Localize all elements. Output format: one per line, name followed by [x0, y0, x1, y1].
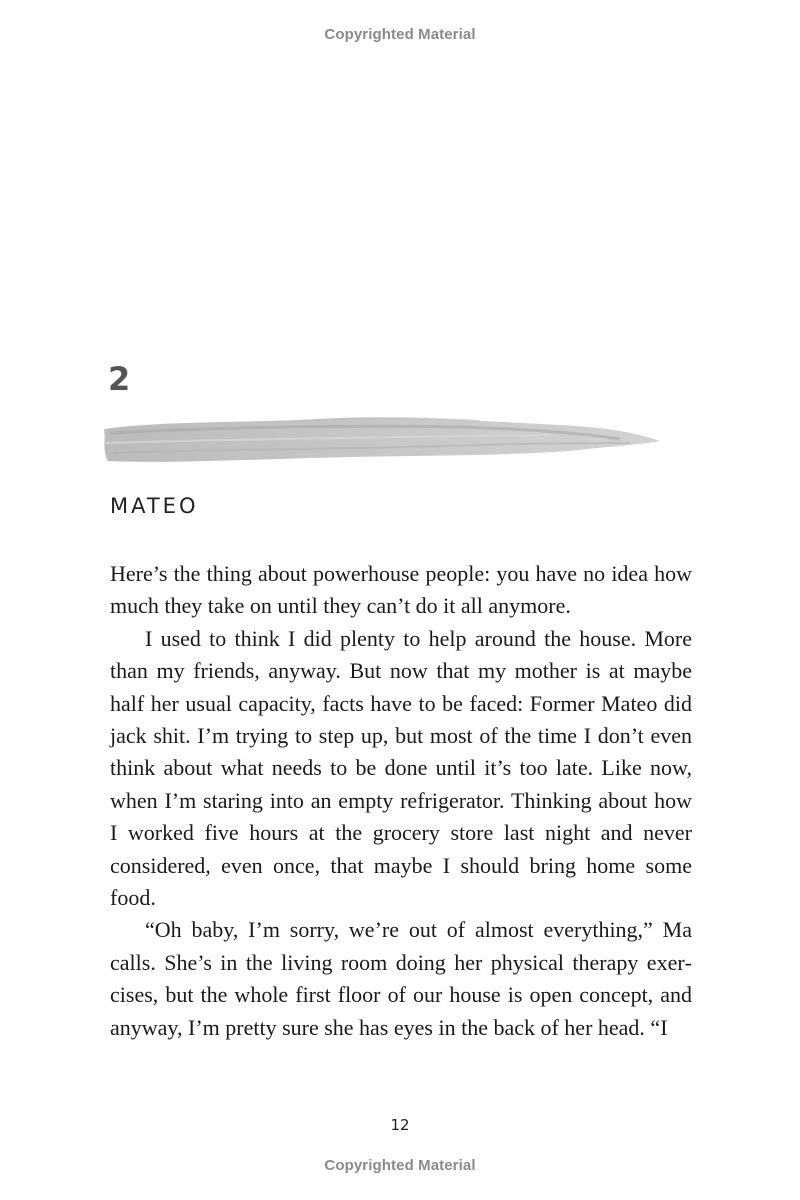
chapter-title: MATEO — [110, 494, 199, 518]
paragraph: I used to think I did plenty to help around the house. More than my friends, anyway. But now that my mother is at maybe half her usual capacity, facts have to be faced: Former Mateo did jack shit. I’m trying to step up, but most of the time I don’t even think about what needs to be done until it’s too late. Like now, when I’m staring into an empty refrigerator. Thinking about how I worked five hours at the grocery store last night and never considered, even once, that maybe I should bring home some food. — [110, 625, 692, 911]
paragraph: Here’s the thing about powerhouse people: you have no idea how much they take on until they can’t do it all anymore. — [110, 561, 692, 619]
brush-stroke-divider — [100, 405, 670, 475]
paragraph: “Oh baby, I’m sorry, we’re out of almost everything,” Ma calls. She’s in the living room doing her physical therapy exercises, but the whole first floor of our house is open concept, and anyway, I’m pretty sure she has eyes in the back of her head. “I — [110, 917, 692, 1040]
page-number: 12 — [390, 1116, 410, 1134]
copyright-watermark-top: Copyrighted Material — [324, 26, 476, 43]
copyright-watermark-bottom: Copyrighted Material — [324, 1157, 476, 1174]
chapter-number: 2 — [108, 360, 131, 398]
chapter-body — [110, 558, 692, 1044]
